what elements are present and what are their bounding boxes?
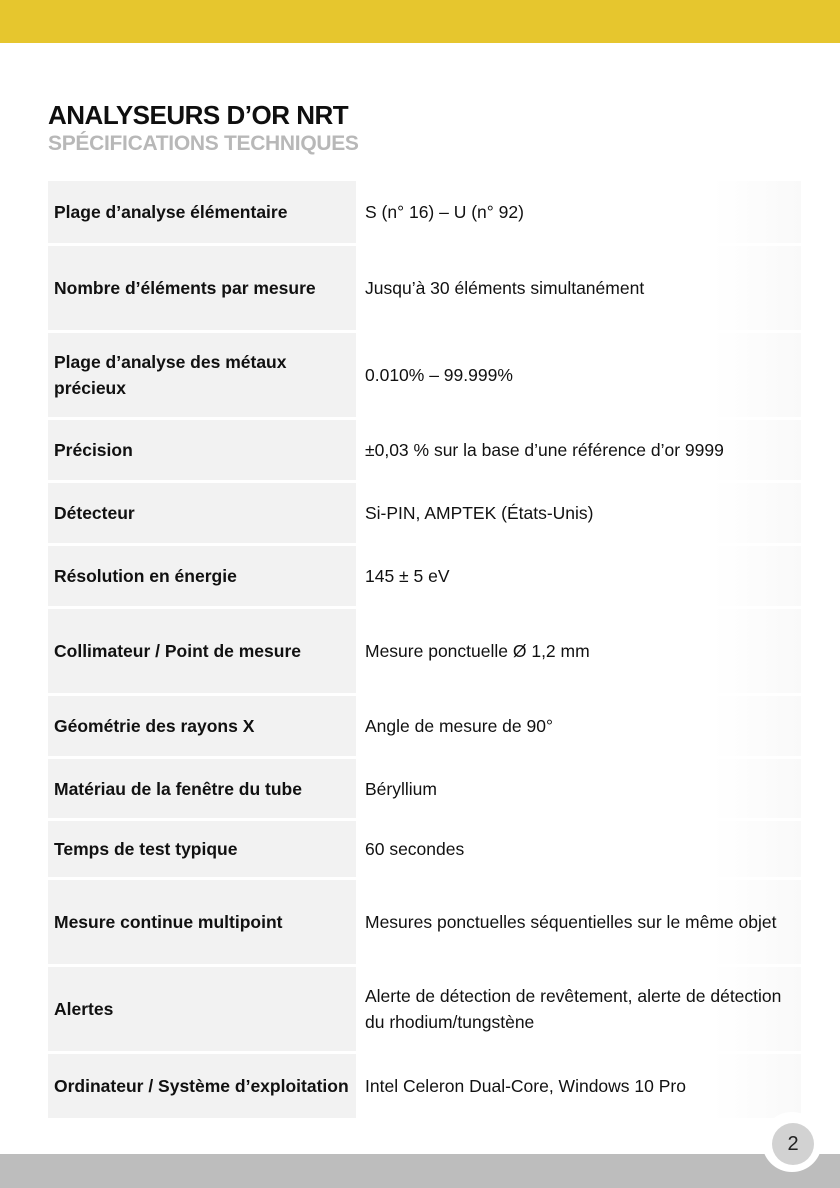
spec-row <box>48 420 801 480</box>
spec-table <box>48 181 801 1121</box>
spec-value: S (n° 16) – U (n° 92) <box>359 181 801 243</box>
spec-row <box>48 181 801 243</box>
spec-value: Intel Celeron Dual-Core, Windows 10 Pro <box>359 1054 801 1118</box>
spec-row <box>48 1054 801 1118</box>
spec-label: Collimateur / Point de mesure <box>48 609 356 693</box>
spec-value: 0.010% – 99.999% <box>359 333 801 417</box>
spec-label: Détecteur <box>48 483 356 543</box>
spec-value: Mesure ponctuelle Ø 1,2 mm <box>359 609 801 693</box>
spec-value: 60 secondes <box>359 821 801 877</box>
spec-value: Angle de mesure de 90° <box>359 696 801 756</box>
spec-label: Temps de test typique <box>48 821 356 877</box>
spec-value: Béryllium <box>359 759 801 818</box>
spec-row <box>48 333 801 417</box>
spec-label: Résolution en énergie <box>48 546 356 606</box>
spec-row <box>48 880 801 964</box>
spec-row <box>48 246 801 330</box>
spec-row <box>48 967 801 1051</box>
spec-value: Alerte de détection de revêtement, alerte de détection du rhodium/tungstène <box>359 967 801 1051</box>
spec-value: ±0,03 % sur la base d’une référence d’or 9999 <box>359 420 801 480</box>
spec-label: Nombre d’éléments par mesure <box>48 246 356 330</box>
page-subtitle: SPÉCIFICATIONS TECHNIQUES <box>48 132 359 155</box>
spec-value: Mesures ponctuelles séquentielles sur le même objet <box>359 880 801 964</box>
spec-label: Alertes <box>48 967 356 1051</box>
spec-row <box>48 546 801 606</box>
spec-value: 145 ± 5 eV <box>359 546 801 606</box>
spec-label: Ordinateur / Système d’exploitation <box>48 1054 356 1118</box>
spec-label: Plage d’analyse des métaux précieux <box>48 333 356 417</box>
spec-label: Géométrie des rayons X <box>48 696 356 756</box>
page-number-badge <box>772 1123 814 1165</box>
spec-row <box>48 483 801 543</box>
spec-label: Matériau de la fenêtre du tube <box>48 759 356 818</box>
footer-bar <box>0 1154 840 1188</box>
page-title: ANALYSEURS D’OR NRT <box>48 100 349 130</box>
spec-label: Plage d’analyse élémentaire <box>48 181 356 243</box>
spec-row <box>48 696 801 756</box>
spec-label: Mesure continue multipoint <box>48 880 356 964</box>
spec-row <box>48 609 801 693</box>
spec-label: Précision <box>48 420 356 480</box>
spec-row <box>48 759 801 818</box>
spec-value: Jusqu’à 30 éléments simultanément <box>359 246 801 330</box>
spec-row <box>48 821 801 877</box>
page-number: 2 <box>787 1132 799 1155</box>
top-accent-bar <box>0 0 840 43</box>
spec-value: Si-PIN, AMPTEK (États-Unis) <box>359 483 801 543</box>
